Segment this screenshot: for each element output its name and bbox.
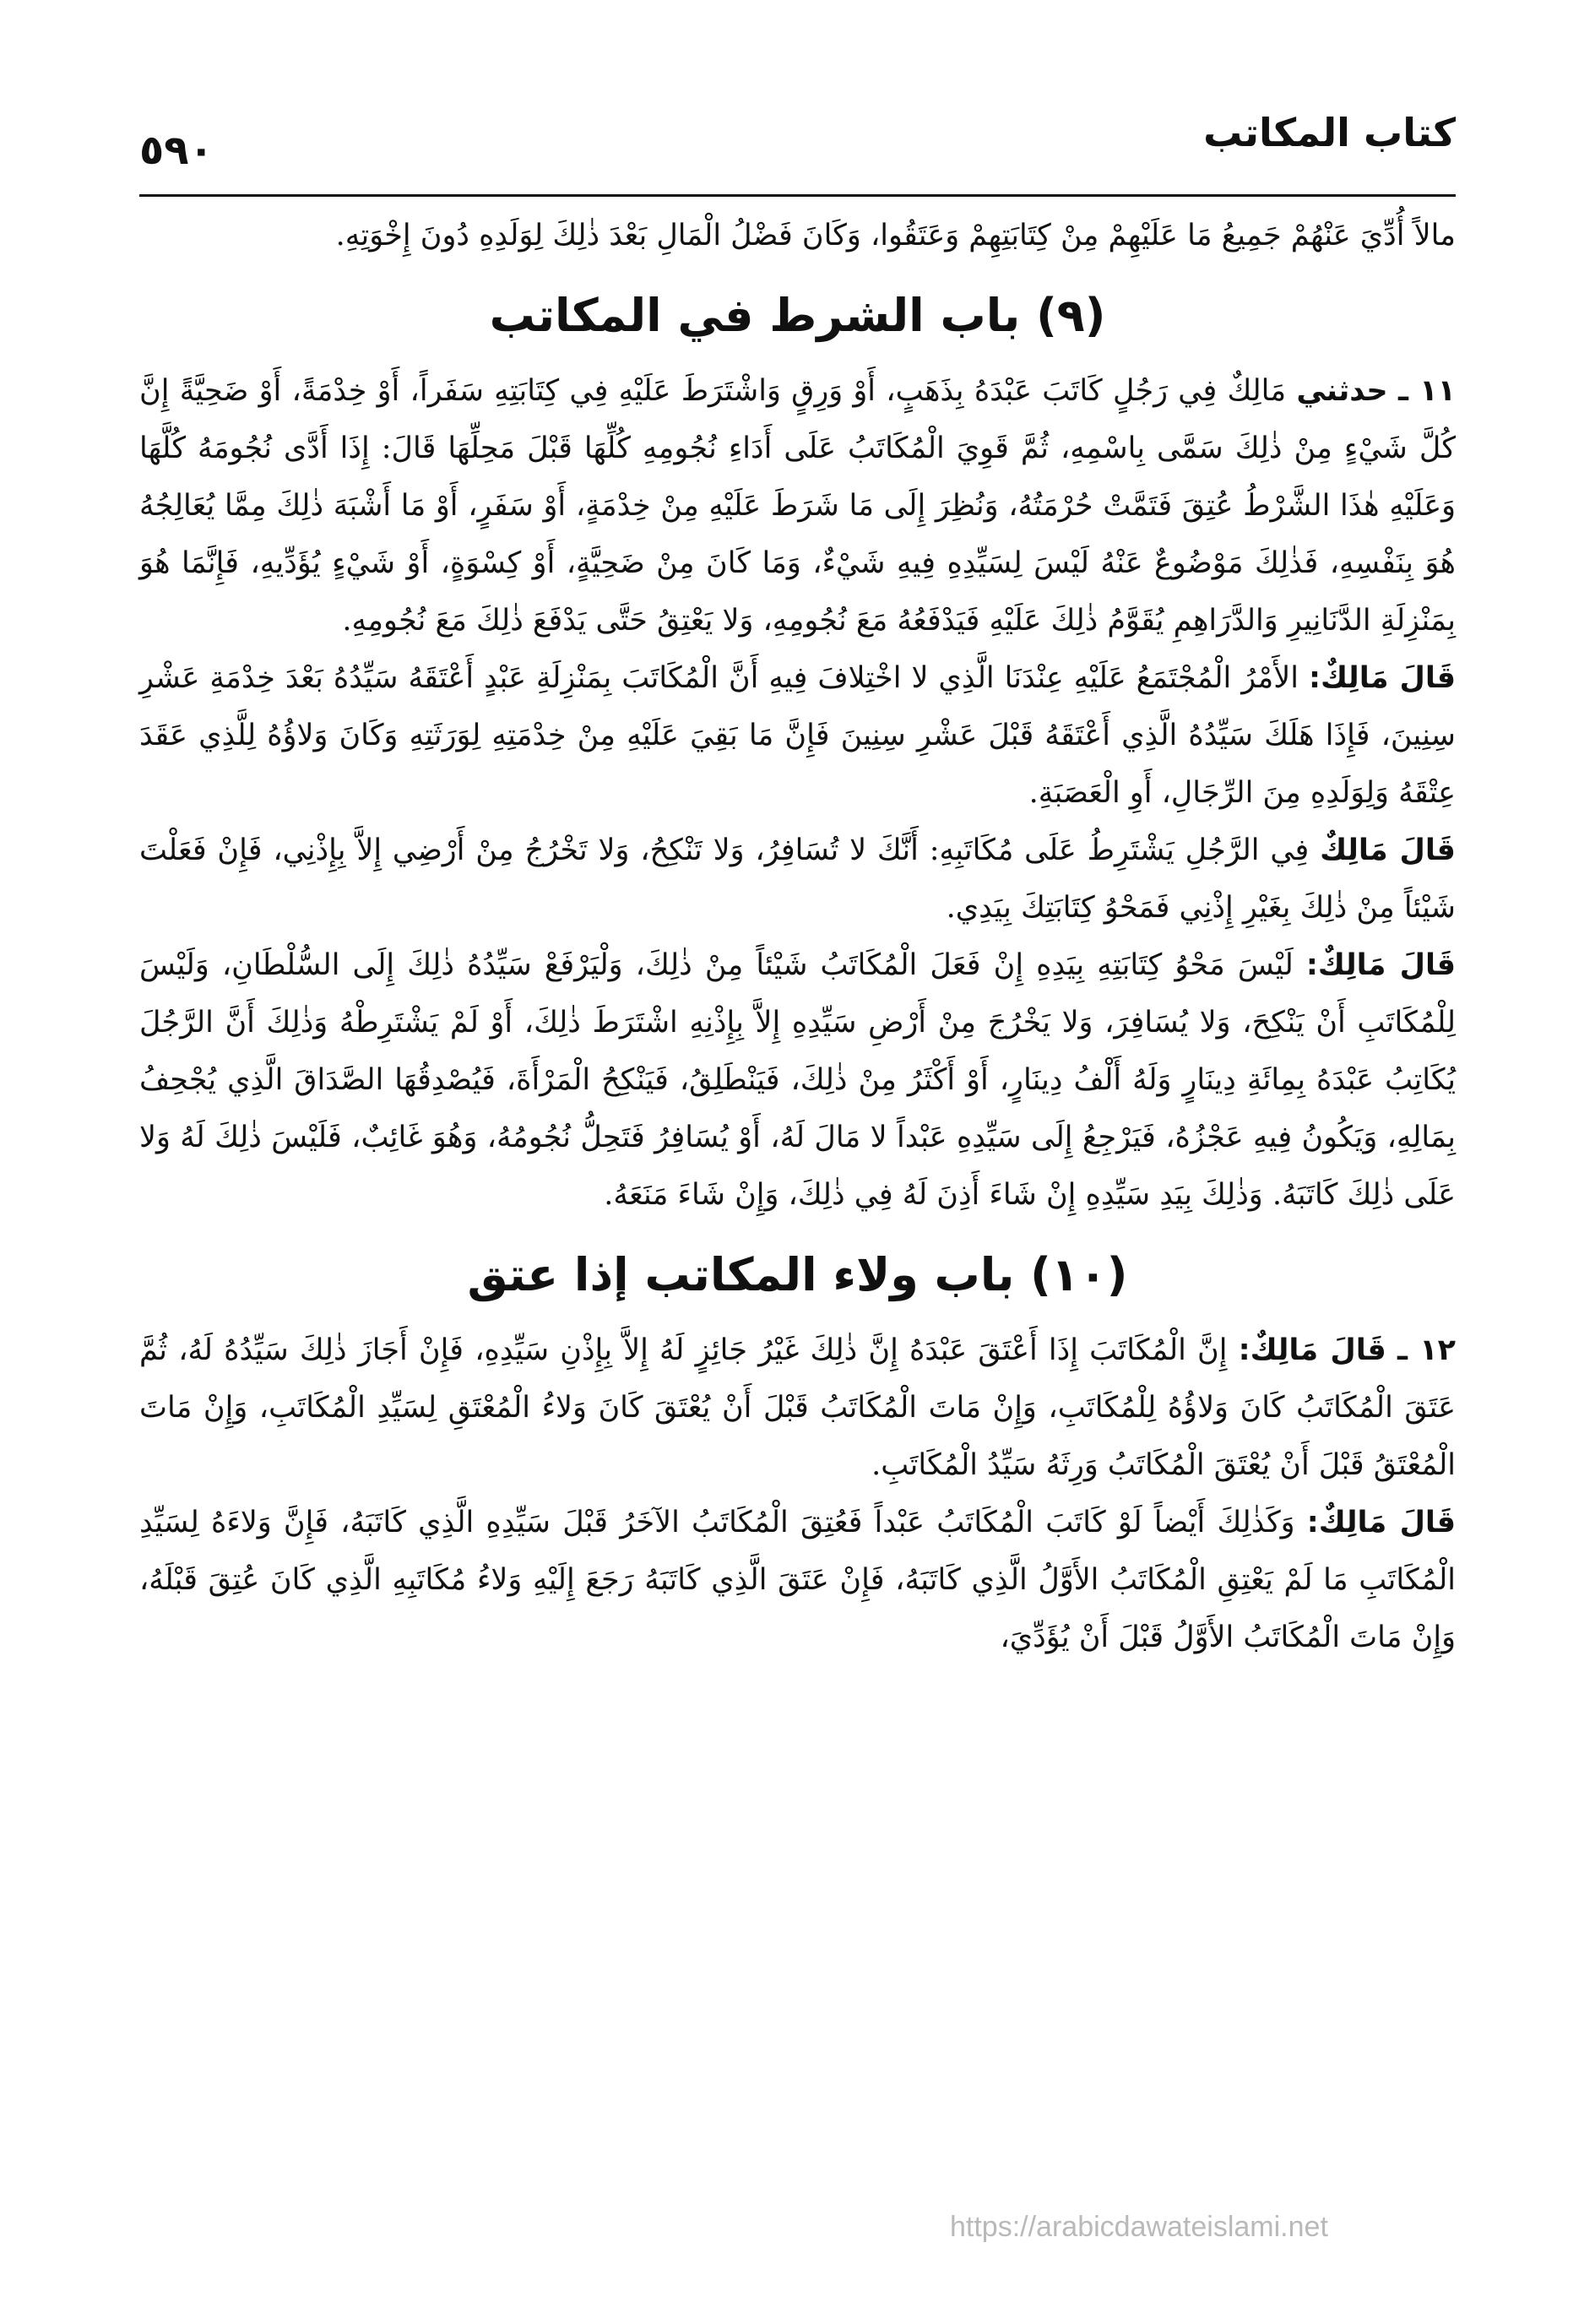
speaker-label: قَالَ مَالِكٌ [1320, 833, 1456, 867]
paragraph-malik-1 [139, 649, 1456, 822]
speaker-label: قَالَ مَالِكٌ: [1308, 661, 1456, 695]
paragraph-malik-3 [139, 937, 1456, 1224]
paragraph-text: وَكَذٰلِكَ أَيْضاً لَوْ كَاتَبَ الْمُكَاتَبُ عَبْداً فَعُتِقَ الْمُكَاتَبُ الآخَرُ قَبْلَ سَيِّدِهِ الَّذِي كَاتَبَهُ، فَإِنَّ وَلاءَهُ لِسَيِّدِ الْمُكَاتَبِ مَا لَمْ يَعْتِقِ الْمُكَاتَبُ الأَوَّلُ الَّذِي كَاتَبَهُ، فَإِنْ عَتَقَ الَّذِي كَاتَبَهُ رَجَعَ إِلَيْهِ وَلاءُ مُكَاتَبِهِ الَّذِي كَانَ عُتِقَ قَبْلَهُ، وَإِنْ مَاتَ الْمُكَاتَبُ الأَوَّلُ قَبْلَ أَنْ يُؤَدِّيَ، [139, 1506, 1456, 1654]
hadith-number: ١١ ـ [1397, 374, 1456, 408]
paragraph-text: فِي الرَّجُلِ يَشْتَرِطُ عَلَى مُكَاتَبِهِ: أَنَّكَ لا تُسَافِرُ، وَلا تَنْكِحُ، وَلا تَخْرُجُ مِنْ أَرْضِي إِلاَّ بِإِذْنِي، فَإِنْ فَعَلْتَ شَيْئاً مِنْ ذٰلِكَ بِغَيْرِ إِذْنِي فَمَحْوُ كِتَابَتِكَ بِيَدِي. [139, 833, 1456, 925]
running-title: كتاب المكاتب [1203, 110, 1456, 155]
paragraph-hadith-12 [139, 1322, 1456, 1494]
narration-lead: حدثني [1296, 374, 1388, 408]
page-body [139, 207, 1456, 1666]
chapter-heading-10: (١٠) باب ولاء المكاتب إذا عتق [467, 1248, 1128, 1301]
paragraph-malik-4 [139, 1494, 1456, 1666]
speaker-label: قَالَ مَالِكٌ: [1238, 1333, 1386, 1367]
speaker-label: قَالَ مَالِكٌ: [1306, 1506, 1456, 1539]
page-header [139, 101, 1456, 197]
paragraph-text: إِنَّ الْمُكَاتَبَ إِذَا أَعْتَقَ عَبْدَهُ إِنَّ ذٰلِكَ غَيْرُ جَائِزٍ لَهُ إِلاَّ بِإِذْنِ سَيِّدِهِ، فَإِنْ أَجَازَ ذٰلِكَ سَيِّدُهُ لَهُ، ثُمَّ عَتَقَ الْمُكَاتَبُ كَانَ وَلاؤُهُ لِلْمُكَاتَبِ، وَإِنْ مَاتَ الْمُكَاتَبُ قَبْلَ أَنْ يُعْتَقَ كَانَ وَلاءُ الْمُعْتَقِ لِسَيِّدِ الْمُكَاتَبِ، وَإِنْ مَاتَ الْمُعْتَقُ قَبْلَ أَنْ يُعْتَقَ الْمُكَاتَبُ وَرِثَهُ سَيِّدُ الْمُكَاتَبِ. [139, 1333, 1456, 1482]
paragraph-text: مَالِكٌ فِي رَجُلٍ كَاتَبَ عَبْدَهُ بِذَهَبٍ، أَوْ وَرِقٍ وَاشْتَرَطَ عَلَيْهِ فِي كِتَابَتِهِ سَفَراً، أَوْ خِدْمَةً، أَوْ ضَحِيَّةً إِنَّ كُلَّ شَيْءٍ مِنْ ذٰلِكَ سَمَّى بِاسْمِهِ، ثُمَّ قَوِيَ الْمُكَاتَبُ عَلَى أَدَاءِ نُجُومِهِ كُلِّهَا قَبْلَ مَحِلِّهَا قَالَ: إِذَا أَدَّى نُجُومَهُ كُلَّهَا وَعَلَيْهِ هٰذَا الشَّرْطُ عُتِقَ فَتَمَّتْ حُرْمَتُهُ، وَنُظِرَ إِلَى مَا شَرَطَ عَلَيْهِ مِنْ خِدْمَةٍ، أَوْ سَفَرٍ، أَوْ مَا أَشْبَهَ ذٰلِكَ مِمَّا يُعَالِجُهُ هُوَ بِنَفْسِهِ، فَذٰلِكَ مَوْضُوعٌ عَنْهُ لَيْسَ لِسَيِّدِهِ فِيهِ شَيْءٌ، وَمَا كَانَ مِنْ ضَحِيَّةٍ، أَوْ كِسْوَةٍ، أَوْ شَيْءٍ يُؤَدِّيهِ، فَإِنَّمَا هُوَ بِمَنْزِلَةِ الدَّنَانِيرِ وَالدَّرَاهِمِ يُقَوَّمُ ذٰلِكَ عَلَيْهِ فَيَدْفَعُهُ مَعَ نُجُومِهِ، وَلا يَعْتِقُ حَتَّى يَدْفَعَ ذٰلِكَ مَعَ نُجُومِهِ. [139, 374, 1456, 638]
paragraph-hadith-11 [139, 362, 1456, 649]
hadith-number: ١٢ ـ [1397, 1333, 1456, 1367]
paragraph-continuation: مالاً أُدِّيَ عَنْهُمْ جَمِيعُ مَا عَلَيْهِمْ مِنْ كِتَابَتِهِمْ وَعَتَقُوا، وَكَانَ فَضْلُ الْمَالِ بَعْدَ ذٰلِكَ لِوَلَدِهِ دُونَ إِخْوَتِهِ. [335, 219, 1456, 252]
page-number: ٥٩٠ [139, 127, 214, 174]
paragraph-malik-2 [139, 822, 1456, 937]
watermark-url: https://arabicdawateislami.net [950, 2211, 1328, 2243]
paragraph-text: الأَمْرُ الْمُجْتَمَعُ عَلَيْهِ عِنْدَنَا الَّذِي لا اخْتِلافَ فِيهِ أَنَّ الْمُكَاتَبَ بِمَنْزِلَةِ عَبْدٍ أَعْتَقَهُ سَيِّدُهُ بَعْدَ خِدْمَةِ عَشْرِ سِنِينَ، فَإِذَا هَلَكَ سَيِّدُهُ الَّذِي أَعْتَقَهُ قَبْلَ عَشْرِ سِنِينَ فَإِنَّ مَا بَقِيَ عَلَيْهِ مِنْ خِدْمَتِهِ لِوَرَثَتِهِ وَكَانَ وَلاؤُهُ لِلَّذِي عَقَدَ عِتْقَهُ وَلِوَلَدِهِ مِنَ الرِّجَالِ، أَوِ الْعَصَبَةِ. [139, 661, 1456, 810]
chapter-heading-9: (٩) باب الشرط في المكاتب [489, 289, 1106, 342]
paragraph-text: لَيْسَ مَحْوُ كِتَابَتِهِ بِيَدِهِ إِنْ فَعَلَ الْمُكَاتَبُ شَيْئاً مِنْ ذٰلِكَ، وَلْيَرْفَعْ سَيِّدُهُ ذٰلِكَ إِلَى السُّلْطَانِ، وَلَيْسَ لِلْمُكَاتَبِ أَنْ يَنْكِحَ، وَلا يُسَافِرَ، وَلا يَخْرُجَ مِنْ أَرْضِ سَيِّدِهِ إِلاَّ بِإِذْنِهِ اشْتَرَطَ ذٰلِكَ، أَوْ لَمْ يَشْتَرِطْهُ وَذٰلِكَ أَنَّ الرَّجُلَ يُكَاتِبُ عَبْدَهُ بِمِائَةِ دِينَارٍ وَلَهُ أَلْفُ دِينَارٍ، أَوْ أَكْثَرُ مِنْ ذٰلِكَ، فَيَنْطَلِقُ، فَيَنْكِحُ الْمَرْأَةَ، فَيُصْدِقُهَا الصَّدَاقَ الَّذِي يُجْحِفُ بِمَالِهِ، وَيَكُونُ فِيهِ عَجْزُهُ، فَيَرْجِعُ إِلَى سَيِّدِهِ عَبْداً لا مَالَ لَهُ، أَوْ يُسَافِرُ فَتَحِلُّ نُجُومُهُ، وَهُوَ غَائِبٌ، فَلَيْسَ ذٰلِكَ لَهُ وَلا عَلَى ذٰلِكَ كَاتَبَهُ. وَذٰلِكَ بِيَدِ سَيِّدِهِ إِنْ شَاءَ أَذِنَ لَهُ فِي ذٰلِكَ، وَإِنْ شَاءَ مَنَعَهُ. [139, 948, 1456, 1212]
speaker-label: قَالَ مَالِكٌ: [1305, 948, 1456, 982]
